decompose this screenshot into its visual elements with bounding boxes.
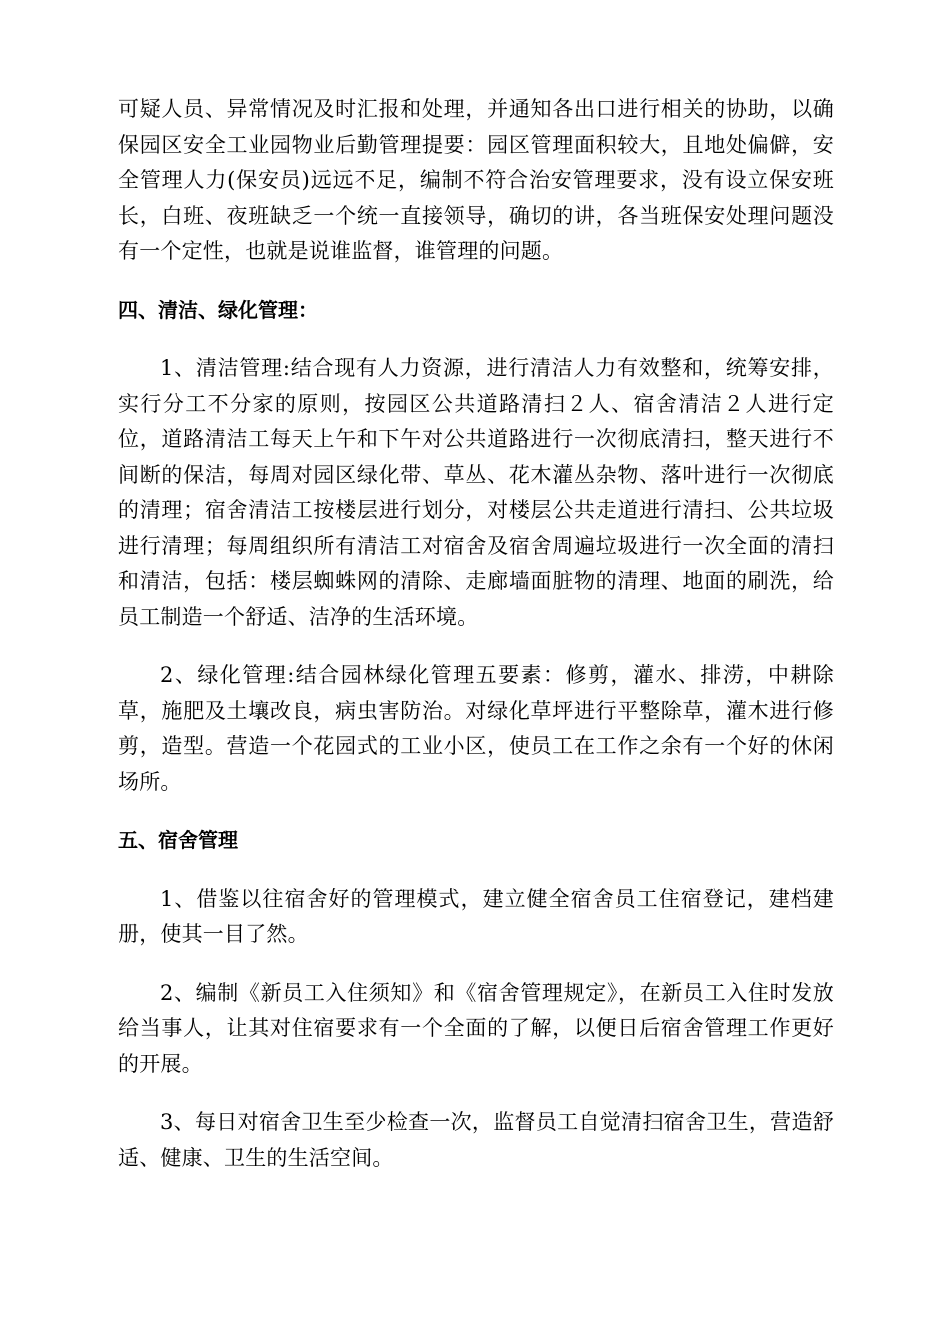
intro-paragraph: 可疑人员、异常情况及时汇报和处理，并通知各出口进行相关的协助，以确保园区安全工业园物业后勤管理提要：园区管理面积较大，且地处偏僻，安全管理人力(保安员)远远不足，编制不符合治安管理要求，没有设立保安班长，白班、夜班缺乏一个统一直接领导，确切的讲，各当班保安处理问题没有一个定性，也就是说谁监督，谁管理的问题。 (118, 97, 834, 263)
document-page (118, 92, 834, 1199)
section-4-paragraph-2: 2、绿化管理:结合园林绿化管理五要素：修剪，灌水、排涝，中耕除草，施肥及土壤改良，病虫害防治。对绿化草坪进行平整除草，灌木进行修剪，造型。营造一个花园式的工业小区，使员工在工作之余有一个好的休闲场所。 (118, 663, 834, 794)
section-5-paragraph-3: 3、每日对宿舍卫生至少检查一次，监督员工自觉清扫宿舍卫生，营造舒适、健康、卫生的生活空间。 (118, 1110, 834, 1170)
section-5-paragraph-1: 1、借鉴以往宿舍好的管理模式，建立健全宿舍员工住宿登记，建档建册，使其一目了然。 (118, 886, 834, 946)
section-5-paragraph-2: 2、编制《新员工入住须知》和《宿舍管理规定》，在新员工入住时发放给当事人，让其对住宿要求有一个全面的了解，以便日后宿舍管理工作更好的开展。 (118, 980, 834, 1076)
section-4-heading: 四、清洁、绿化管理： (118, 297, 318, 322)
section-4-paragraph-1: 1、清洁管理:结合现有人力资源，进行清洁人力有效整和，统筹安排，实行分工不分家的原则，按园区公共道路清扫２人、宿舍清洁２人进行定位，道路清洁工每天上午和下午对公共道路进行一次彻底清扫，整天进行不间断的保洁，每周对园区绿化带、草丛、花木灌丛杂物、落叶进行一次彻底的清理；宿舍清洁工按楼层进行划分，对楼层公共走道进行清扫、公共垃圾进行清理；每周组织所有清洁工对宿舍及宿舍周遍垃圾进行一次全面的清扫和清洁，包括：楼层蜘蛛网的清除、走廊墙面脏物的清理、地面的刷洗，给员工制造一个舒适、洁净的生活环境。 (118, 356, 834, 629)
section-5-heading: 五、宿舍管理 (118, 828, 238, 852)
